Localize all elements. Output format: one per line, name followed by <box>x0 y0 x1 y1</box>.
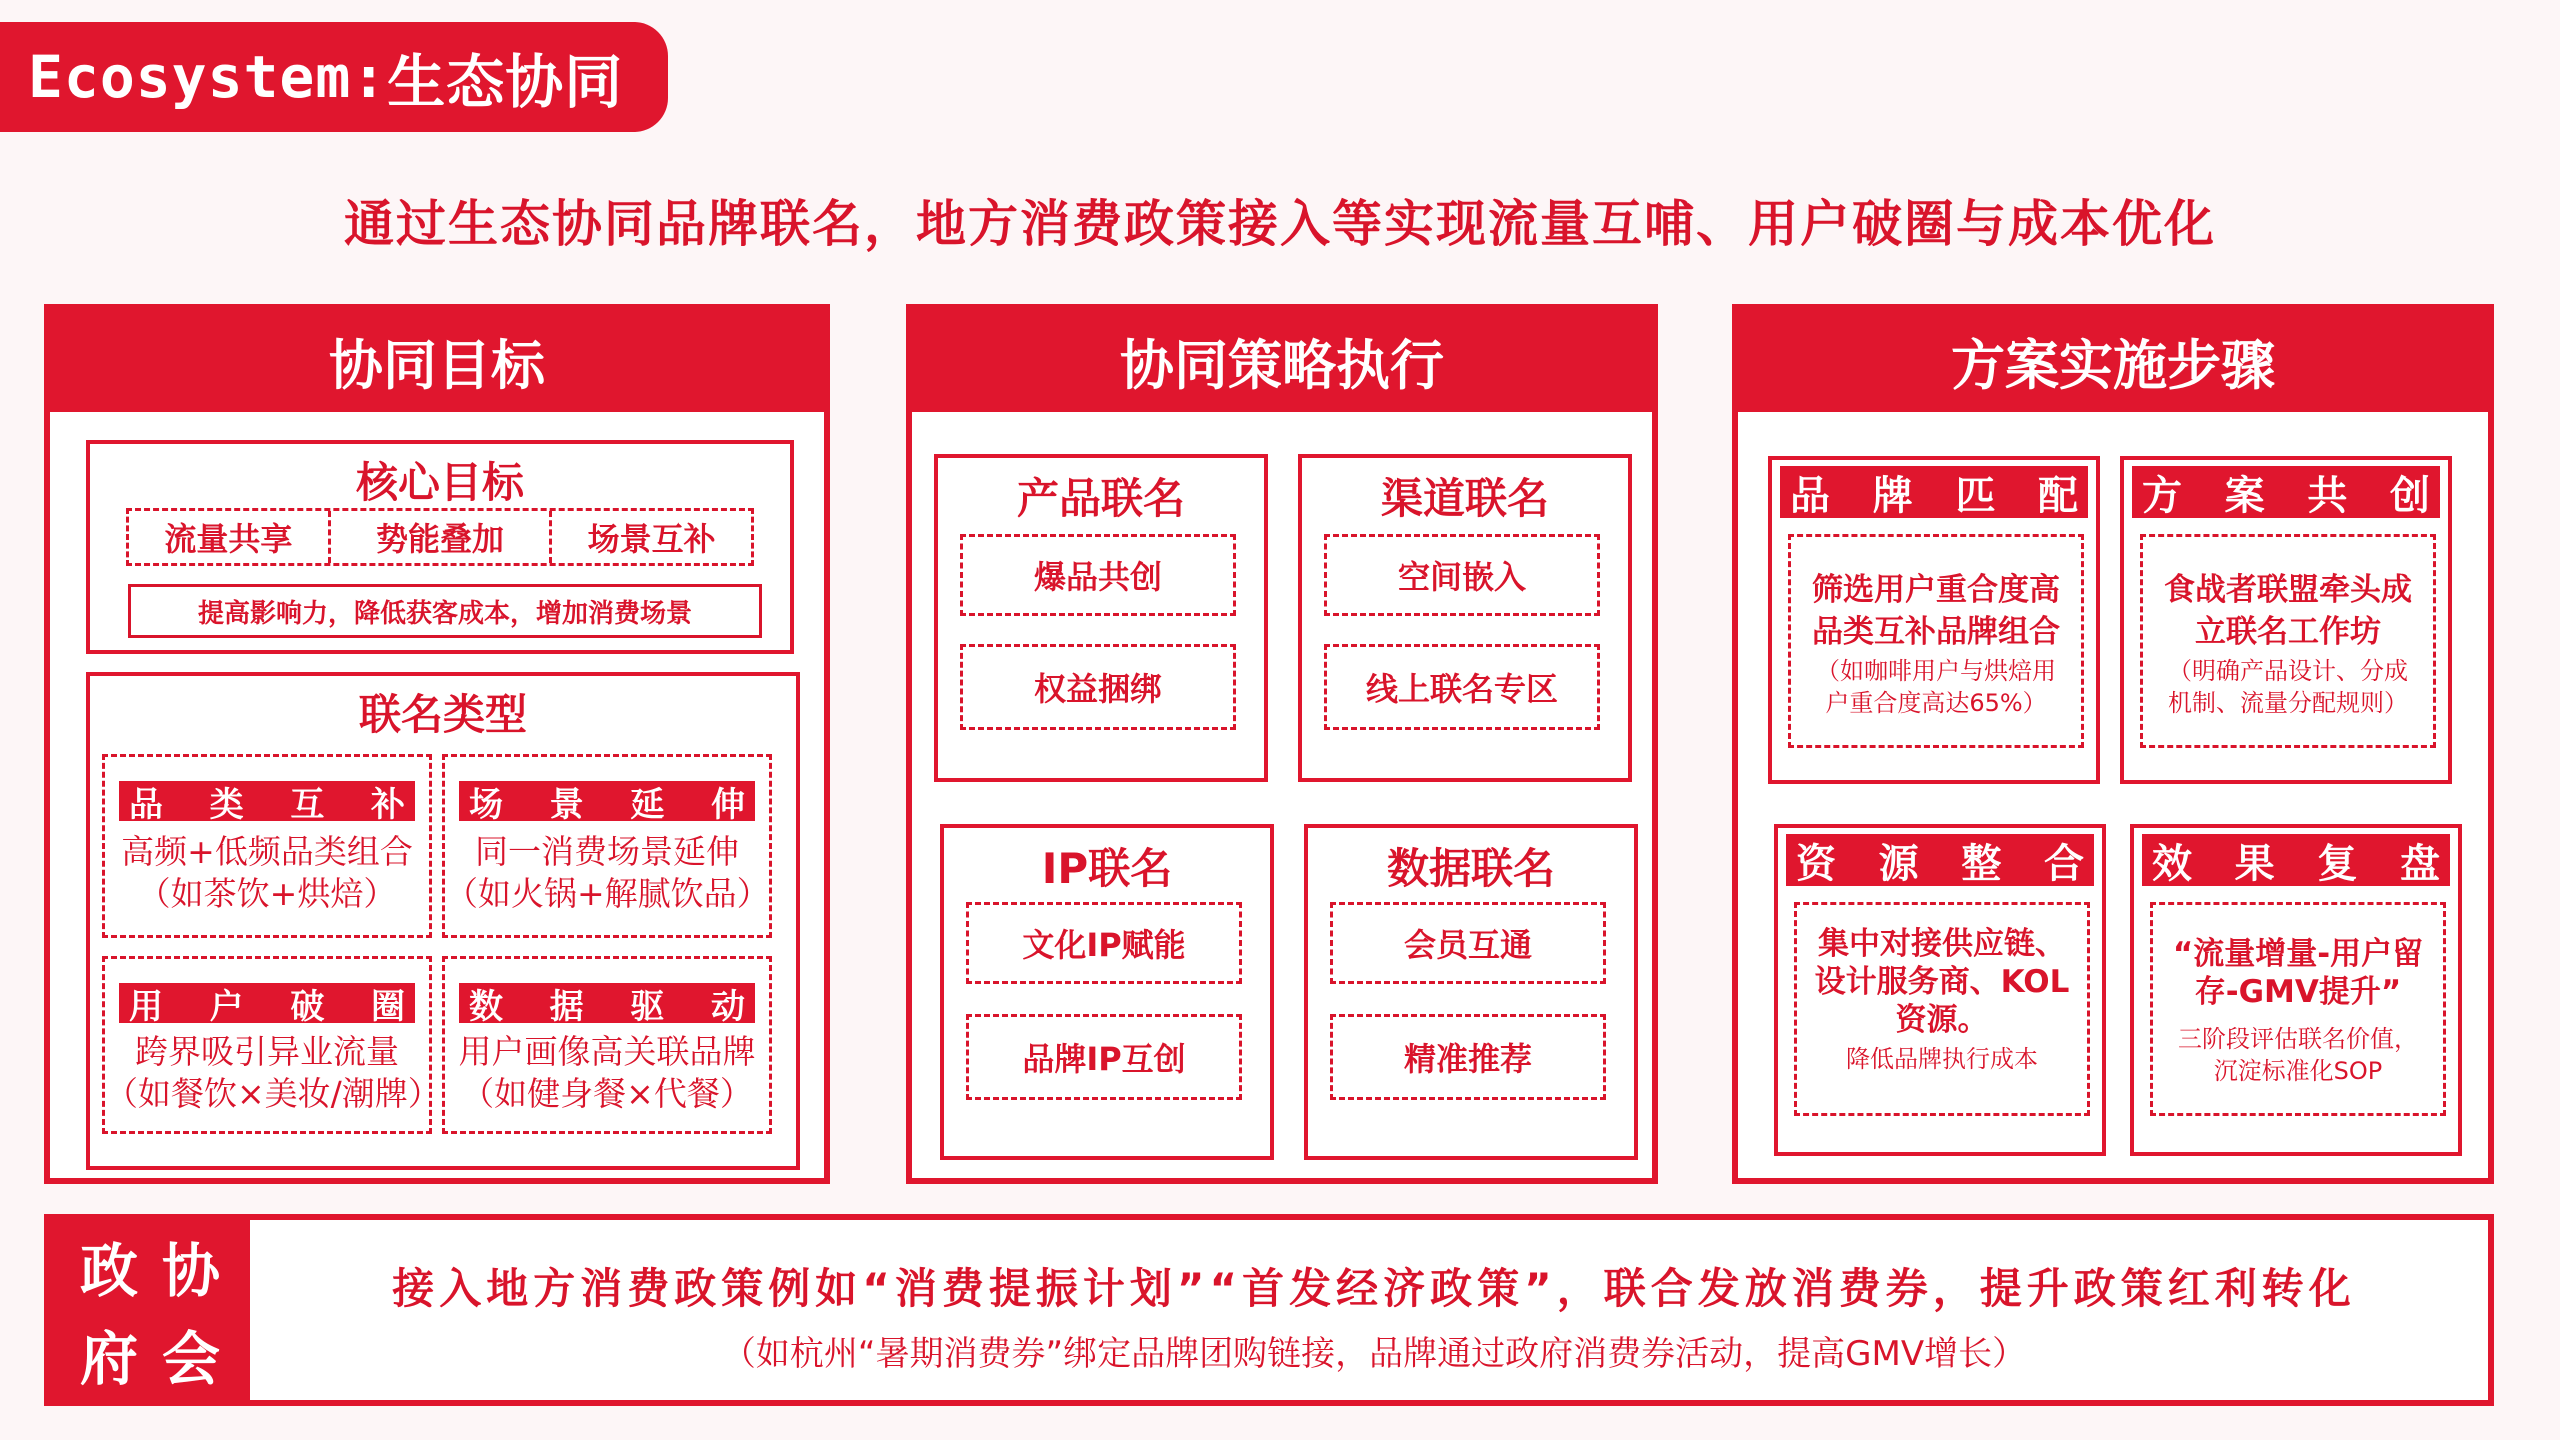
step-card <box>1768 456 2100 784</box>
step-card-main: “流量增量-用户留存-GMV提升” <box>2172 936 2424 1010</box>
step-card-note: （如咖啡用户与烘焙用户重合度高达65%） <box>1816 657 2056 717</box>
type-card-line1: 同一消费场景延伸 <box>475 832 739 871</box>
panel-goals-title: 协同目标 <box>50 310 824 412</box>
step-card-label: 品 牌 匹 配 <box>1780 466 2088 518</box>
step-card-note: （明确产品设计、分成机制、流量分配规则） <box>2168 657 2408 717</box>
page-subtitle: 通过生态协同品牌联名，地方消费政策接入等实现流量互哺、用户破圈与成本优化 <box>344 195 2216 253</box>
strategy-item: 权益捆绑 <box>960 644 1236 730</box>
step-card-main: 集中对接供应链、设计服务商、KOL资源。 <box>1814 926 2070 1038</box>
collab-types-title: 联名类型 <box>358 690 527 739</box>
gov-label-char: 政 <box>79 1237 138 1305</box>
step-card-content <box>2140 534 2436 748</box>
type-card-line1: 用户画像高关联品牌 <box>458 1032 756 1071</box>
gov-sub-text: （如杭州“暑期消费券”绑定品牌团购链接，品牌通过政府消费券活动，提高GMV增长） <box>721 1334 2027 1374</box>
type-card-label: 场 景 延 伸 <box>459 781 755 821</box>
type-card-line1: 跨界吸引异业流量 <box>135 1032 399 1071</box>
strategy-group-title: 产品联名 <box>1016 474 1185 523</box>
step-card <box>2120 456 2452 784</box>
step-card <box>1774 824 2106 1156</box>
strategy-item: 线上联名专区 <box>1324 644 1600 730</box>
panel-steps-title: 方案实施步骤 <box>1738 310 2488 412</box>
step-card-note: 降低品牌执行成本 <box>1846 1045 2038 1073</box>
type-card-label: 用 户 破 圈 <box>119 983 415 1023</box>
core-goal-items <box>126 508 754 566</box>
strategy-group <box>1304 824 1638 1160</box>
core-goal-title: 核心目标 <box>355 458 524 507</box>
type-card-label: 品 类 互 补 <box>119 781 415 821</box>
type-card-line2: （如健身餐×代餐） <box>461 1074 753 1113</box>
page-title-cn: 生态协同 <box>387 48 624 116</box>
type-card-line2: （如餐饮×美妆/潮牌） <box>105 1074 441 1113</box>
strategy-item: 精准推荐 <box>1330 1014 1606 1100</box>
core-goal-item: 流量共享 <box>129 511 331 563</box>
gov-label-char: 协 <box>161 1237 220 1305</box>
panel-strategy <box>906 304 1658 1184</box>
type-card <box>442 754 772 938</box>
panel-steps <box>1732 304 2494 1184</box>
page-title <box>0 22 668 132</box>
type-card <box>102 754 432 938</box>
gov-main-text: 接入地方消费政策例如“消费提振计划”“首发经济政策”，联合发放消费券，提升政策红利转化 <box>392 1264 2356 1313</box>
gov-label-char: 府 <box>79 1325 138 1393</box>
type-card <box>442 956 772 1134</box>
strategy-group <box>940 824 1274 1160</box>
core-goal-item: 势能叠加 <box>331 511 553 563</box>
gov-collab-label <box>50 1220 250 1400</box>
panel-strategy-title: 协同策略执行 <box>912 310 1652 412</box>
strategy-item: 品牌IP互创 <box>966 1014 1242 1100</box>
gov-collab-section <box>44 1214 2494 1406</box>
strategy-group <box>934 454 1268 782</box>
strategy-group-title: IP联名 <box>1041 844 1173 893</box>
strategy-group-title: 渠道联名 <box>1380 474 1549 523</box>
type-card-line2: （如茶饮+烘焙） <box>137 874 397 913</box>
type-card <box>102 956 441 1134</box>
strategy-item: 会员互通 <box>1330 902 1606 984</box>
gov-label-char: 会 <box>161 1325 220 1393</box>
step-card-main: 筛选用户重合度高品类互补品牌组合 <box>1812 572 2060 650</box>
step-card-label: 效 果 复 盘 <box>2142 834 2450 886</box>
strategy-item: 空间嵌入 <box>1324 534 1600 616</box>
step-card-main: 食战者联盟牵头成立联名工作坊 <box>2164 572 2412 650</box>
type-card-line2: （如火锅+解腻饮品） <box>445 874 770 913</box>
strategy-group-title: 数据联名 <box>1386 844 1555 893</box>
core-goal-summary: 提高影响力，降低获客成本，增加消费场景 <box>128 584 762 638</box>
strategy-item: 文化IP赋能 <box>966 902 1242 984</box>
core-goal-item: 场景互补 <box>587 520 716 558</box>
type-card-line1: 高频+低频品类组合 <box>121 832 413 871</box>
step-card-label: 方 案 共 创 <box>2132 466 2440 518</box>
step-card-label: 资 源 整 合 <box>1786 834 2094 886</box>
collab-types-box <box>86 672 800 1170</box>
strategy-item: 爆品共创 <box>960 534 1236 616</box>
strategy-group <box>1298 454 1632 782</box>
step-card-content <box>1794 902 2090 1116</box>
type-card-label: 数 据 驱 动 <box>459 983 755 1023</box>
core-goal-box <box>86 440 794 654</box>
panel-goals <box>44 304 830 1184</box>
page-title-en: Ecosystem: <box>28 43 388 111</box>
step-card-note: 三阶段评估联名价值，沉淀标准化SOP <box>2178 1025 2418 1085</box>
step-card <box>2130 824 2462 1156</box>
step-card-content <box>1788 534 2084 748</box>
step-card-content <box>2150 902 2446 1116</box>
